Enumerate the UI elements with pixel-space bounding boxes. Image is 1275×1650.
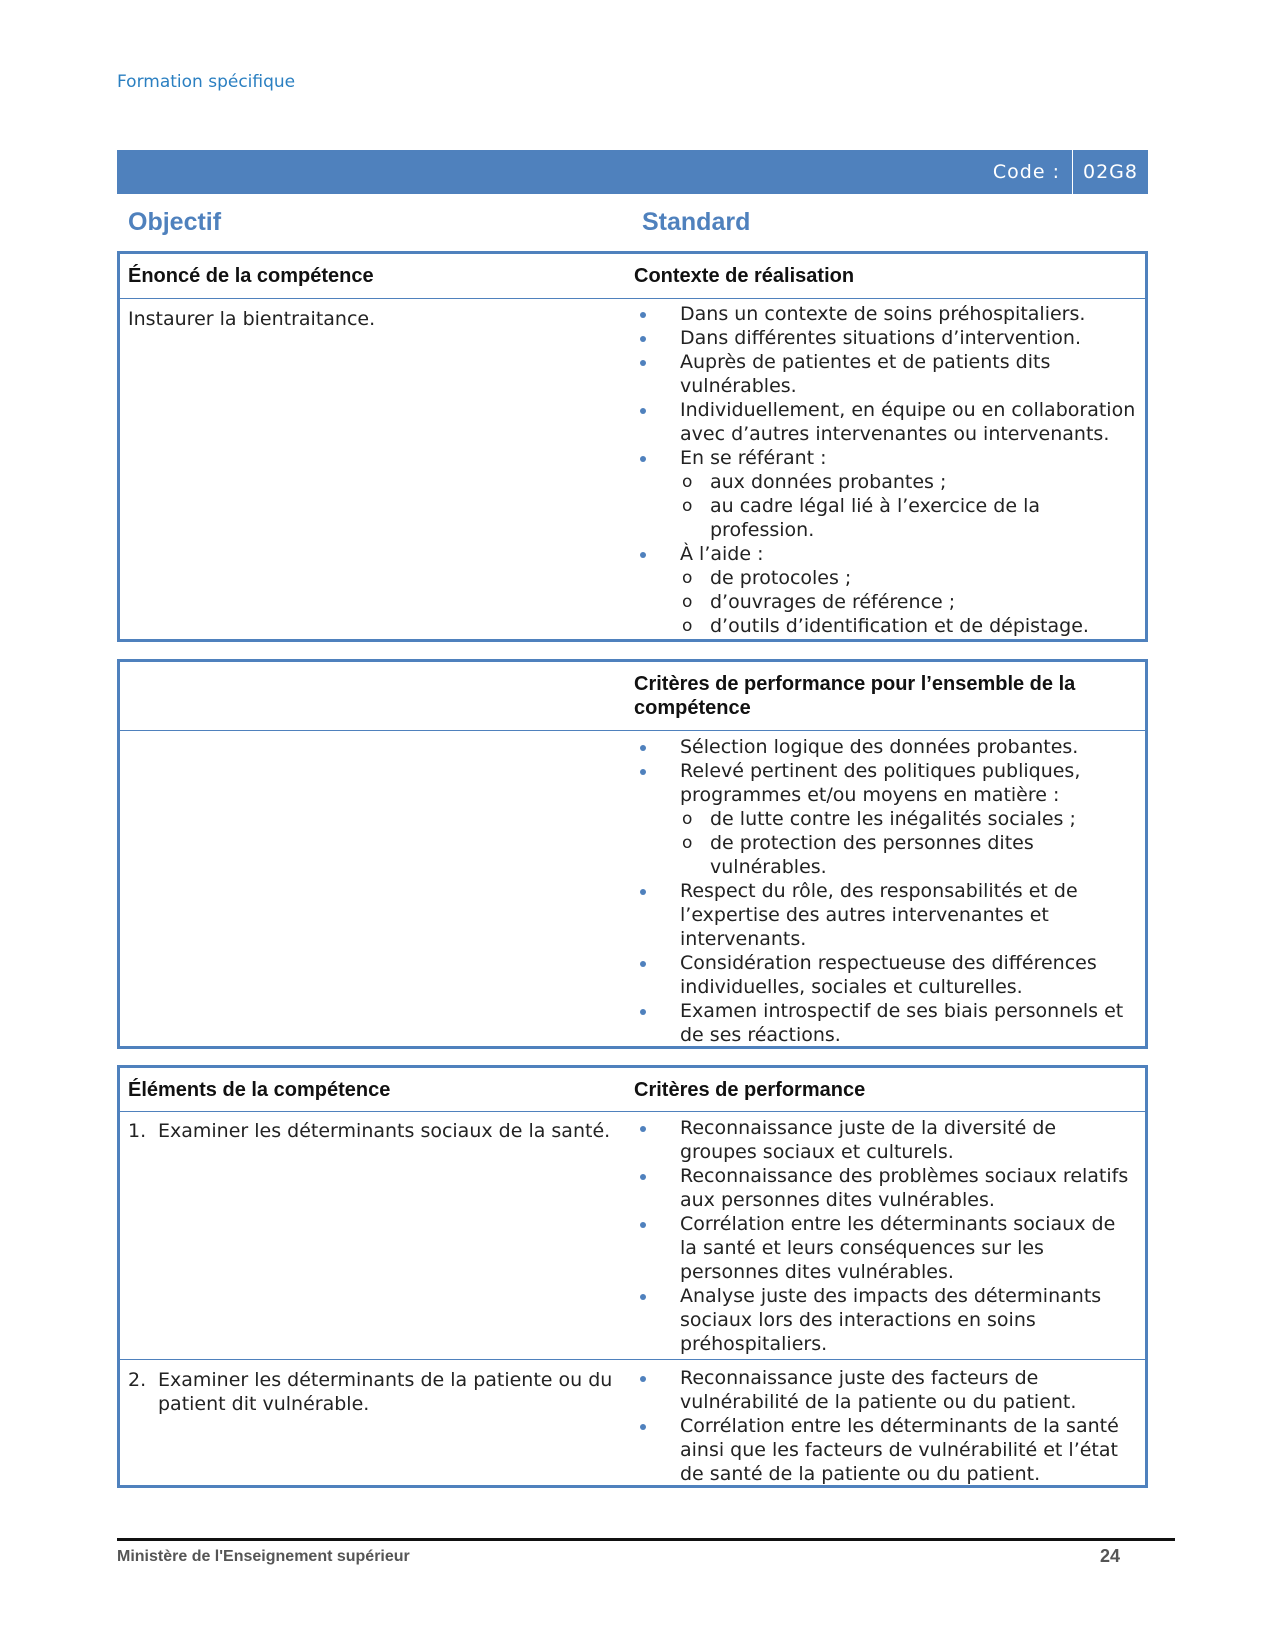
element-item: 2. Examiner les déterminants de la patiente ou du patient dit vulnérable. <box>128 1369 613 1415</box>
overall-criteria-list <box>634 735 1137 1047</box>
element-cell <box>120 1112 634 1359</box>
statement-text: Instaurer la bientraitance. <box>128 308 376 330</box>
criteria-cell <box>634 1360 1145 1492</box>
criteria-cell <box>634 1112 1145 1359</box>
heading-objectif: Objectif <box>128 208 222 236</box>
table-row <box>120 1359 1145 1492</box>
list-item: Auprès de patientes et de patients dits vulnérables. <box>634 350 1137 398</box>
column-headings <box>117 208 1148 242</box>
list-item: En se référant : o aux données probantes ; o au cadre légal lié à l’exercice de la profession. <box>634 446 1137 542</box>
code-label: Code : <box>992 161 1060 183</box>
competence-statement-table <box>117 251 1148 642</box>
list-item: Reconnaissance des problèmes sociaux relatifs aux personnes dites vulnérables. <box>634 1164 1137 1212</box>
footer-rule <box>117 1538 1175 1541</box>
list-item: Dans différentes situations d’intervention. <box>634 326 1137 350</box>
table-row <box>120 1111 1145 1359</box>
list-item: Sélection logique des données probantes. <box>634 735 1137 759</box>
list-item: Reconnaissance juste des facteurs de vulnérabilité de la patiente ou du patient. <box>634 1366 1137 1414</box>
sub-list-item: o de protection des personnes dites vulnérables. <box>680 831 1137 879</box>
sub-list-item: o de protocoles ; <box>680 566 1137 590</box>
overall-criteria-cell <box>634 731 1145 1053</box>
sub-list <box>680 566 1137 638</box>
list-item: Dans un contexte de soins préhospitaliers. <box>634 302 1137 326</box>
overall-criteria-header: Critères de performance pour l’ensemble de la compétence <box>634 673 1076 719</box>
list-item: Reconnaissance juste de la diversité de groupes sociaux et culturels. <box>634 1116 1137 1164</box>
element-list <box>128 1119 626 1143</box>
statement-header: Énoncé de la compétence <box>128 265 374 287</box>
sub-list-item: o d’outils d’identification et de dépistage. <box>680 614 1137 638</box>
table-row <box>120 298 1145 644</box>
criteria-list <box>634 1116 1137 1356</box>
context-header: Contexte de réalisation <box>634 265 855 287</box>
element-item: 1. Examiner les déterminants sociaux de la santé. <box>128 1120 611 1142</box>
list-item: Individuellement, en équipe ou en collaboration avec d’autres intervenantes ou intervenants. <box>634 398 1137 446</box>
criteria-header: Critères de performance <box>634 1079 866 1101</box>
sub-list-item: o aux données probantes ; <box>680 470 1137 494</box>
sub-list-item: o d’ouvrages de référence ; <box>680 590 1137 614</box>
list-item: Corrélation entre les déterminants de la santé ainsi que les facteurs de vulnérabilité et l’état de santé de la patiente ou du patient. <box>634 1414 1137 1486</box>
element-number: 2. <box>128 1369 147 1391</box>
list-item: Relevé pertinent des politiques publiques, programmes et/ou moyens en matière : o de lutte contre les inégalités sociales ; o de protection des personnes dites vulnérables. <box>634 759 1137 879</box>
element-cell <box>120 1360 634 1492</box>
element-list <box>128 1368 626 1416</box>
list-item: Corrélation entre les déterminants sociaux de la santé et leurs conséquences sur les personnes dites vulnérables. <box>634 1212 1137 1284</box>
element-number: 1. <box>128 1120 147 1142</box>
empty-header-cell <box>120 662 634 730</box>
page-number: 24 <box>1099 1546 1120 1566</box>
table-header-row <box>120 662 1145 730</box>
elements-header: Éléments de la compétence <box>128 1079 391 1101</box>
list-item: À l’aide : o de protocoles ; o d’ouvrages de référence ; o d’outils d’identification et de dépistage. <box>634 542 1137 638</box>
empty-cell <box>120 731 634 1053</box>
sub-list <box>680 470 1137 542</box>
sub-list <box>680 807 1137 879</box>
sub-list-item: o de lutte contre les inégalités sociales ; <box>680 807 1137 831</box>
table-header-row <box>120 254 1145 298</box>
code-bar <box>117 150 1148 194</box>
list-item: Respect du rôle, des responsabilités et de l’expertise des autres intervenantes et intervenants. <box>634 879 1137 951</box>
code-value: 02G8 <box>1072 150 1148 194</box>
sub-list-item: o au cadre légal lié à l’exercice de la profession. <box>680 494 1137 542</box>
overall-performance-table <box>117 659 1148 1049</box>
criteria-list <box>634 1366 1137 1486</box>
table-header-row <box>120 1068 1145 1111</box>
running-head: Formation spécifique <box>117 72 296 92</box>
context-list <box>634 302 1137 638</box>
elements-table <box>117 1065 1148 1488</box>
list-item: Examen introspectif de ses biais personnels et de ses réactions. <box>634 999 1137 1047</box>
context-list-cell <box>634 299 1145 644</box>
list-item: Analyse juste des impacts des déterminants sociaux lors des interactions en soins préhospitaliers. <box>634 1284 1137 1356</box>
footer-ministry: Ministère de l'Enseignement supérieur <box>117 1548 410 1565</box>
list-item: Considération respectueuse des différences individuelles, sociales et culturelles. <box>634 951 1137 999</box>
heading-standard: Standard <box>642 208 751 236</box>
table-row <box>120 730 1145 1053</box>
